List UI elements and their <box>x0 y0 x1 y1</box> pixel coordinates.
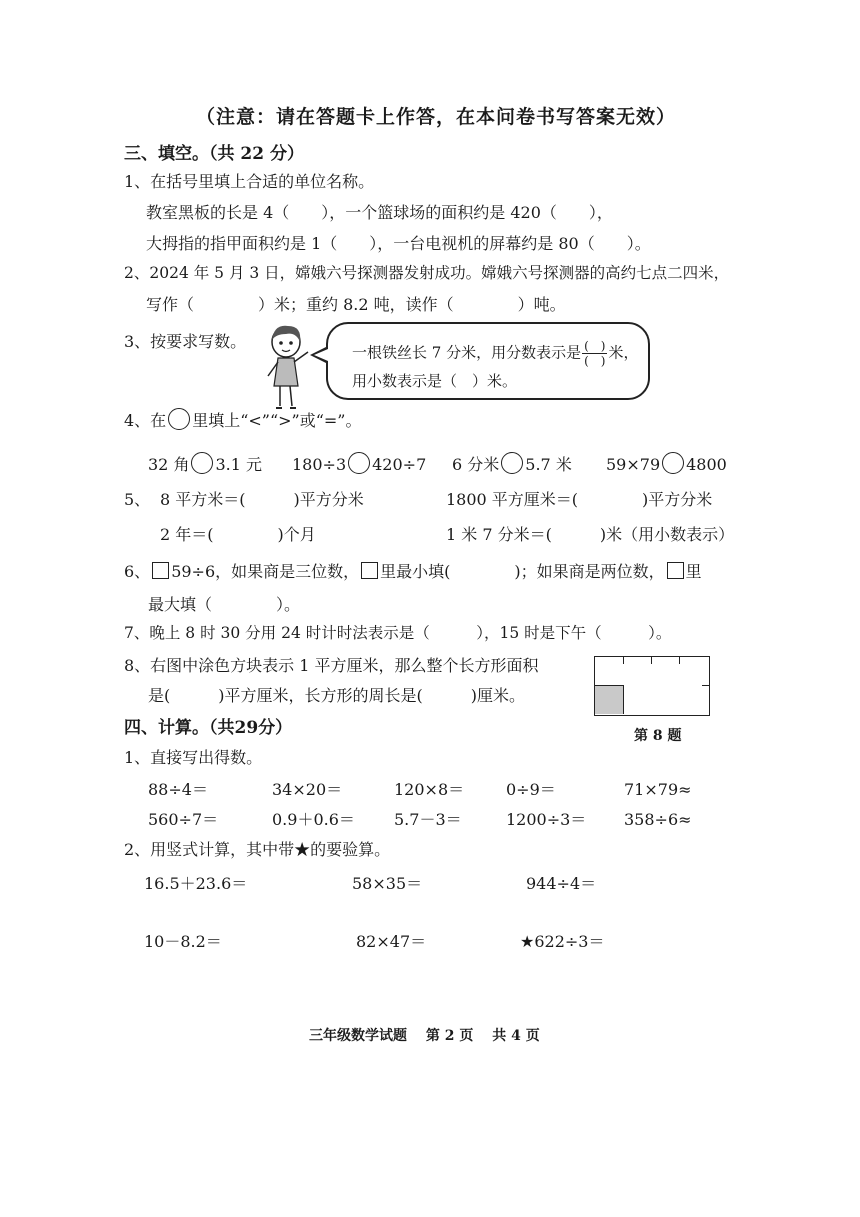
compare-circle-icon <box>501 452 523 474</box>
q6-line1 <box>124 562 702 581</box>
q4-item-1 <box>148 452 262 474</box>
bubble-line-2: 用小数表示是（ ）米。 <box>352 372 518 390</box>
compare-circle-icon <box>662 452 684 474</box>
q4-stem <box>124 408 362 430</box>
calc-item: 0.9＋0.6＝ <box>272 810 355 829</box>
blank-square-icon <box>667 562 684 579</box>
speech-bubble-tail-inner <box>314 349 328 361</box>
exam-notice: （注意：请在答题卡上作答，在本问卷书写答案无效） <box>196 106 677 128</box>
calc-item: 71×79≈ <box>624 780 692 799</box>
q4-item-1-right: 3.1 元 <box>215 455 262 474</box>
fraction-blank <box>582 340 607 367</box>
calc-item: 88÷4＝ <box>148 780 208 799</box>
section-3-title: 三、填空。（共 22 分） <box>124 144 304 164</box>
q4-item-2 <box>292 452 426 474</box>
section-4-title: 四、计算。（共29分） <box>124 718 293 738</box>
shaded-unit-square <box>595 685 624 714</box>
q8-rectangle-figure <box>594 656 710 716</box>
q4-item-3-left: 6 分米 <box>452 455 500 474</box>
q4-stem-b: 里填上“<”“>”或“=”。 <box>192 411 362 430</box>
calc-item: 358÷6≈ <box>624 810 692 829</box>
q1-line2: 大拇指的指甲面积约是 1（ ），一台电视机的屏幕约是 80（ ）。 <box>146 234 651 253</box>
q4-item-4-left: 59×79 <box>606 455 661 474</box>
compare-circle-icon <box>191 452 213 474</box>
q5-b: 1800 平方厘米＝( )平方分米 <box>446 490 713 509</box>
q3-stem: 3、按要求写数。 <box>124 332 247 351</box>
calc-item: 0÷9＝ <box>506 780 556 799</box>
q5-a: 8 平方米＝( )平方分米 <box>160 490 364 509</box>
vertical-calc-item: 16.5＋23.6＝ <box>144 874 248 893</box>
fraction-numerator: ( ) <box>584 339 606 353</box>
page-footer: 三年级数学试题 第 2 页 共 4 页 <box>309 1028 540 1044</box>
calc-item: 120×8＝ <box>394 780 465 799</box>
q6-line2: 最大填（ ）。 <box>148 595 301 614</box>
q4-stem-a: 4、在 <box>124 411 167 430</box>
q2-line1: 2、2024 年 5 月 3 日，嫦娥六号探测器发射成功。嫦娥六号探测器的高约七点二四米， <box>124 264 730 282</box>
q1-line1: 教室黑板的长是 4（ ），一个篮球场的面积约是 420（ ）， <box>146 203 613 222</box>
q6-line1-b: 59÷6，如果商是三位数， <box>171 562 360 581</box>
blank-square-icon <box>361 562 378 579</box>
q8-line1: 8、右图中涂色方块表示 1 平方厘米，那么整个长方形面积 <box>124 656 539 675</box>
q8-line2: 是( )平方厘米，长方形的周长是( )厘米。 <box>148 686 525 705</box>
q4-item-1-left: 32 角 <box>148 455 190 474</box>
q5-d: 1 米 7 分米＝( )米（用小数表示） <box>446 525 735 544</box>
tick-mark <box>651 657 652 664</box>
q6-line1-d: 里 <box>685 562 702 581</box>
q4-item-2-left: 180÷3 <box>292 455 347 474</box>
girl-illustration <box>260 322 316 412</box>
tick-mark <box>702 685 709 686</box>
s4-q1-stem: 1、直接写出得数。 <box>124 748 263 767</box>
q8-caption: 第 8 题 <box>634 728 682 744</box>
q7: 7、晚上 8 时 30 分用 24 时计时法表示是（ ），15 时是下午（ ）。 <box>124 624 672 642</box>
s4-q2-stem: 2、用竖式计算，其中带★的要验算。 <box>124 840 391 859</box>
bubble-line-1 <box>352 340 638 367</box>
q6-line1-c: 里最小填( )；如果商是两位数， <box>380 562 665 581</box>
q5-number: 5、 <box>124 490 151 509</box>
compare-circle-icon <box>348 452 370 474</box>
calc-item: 34×20＝ <box>272 780 343 799</box>
vertical-calc-item: 944÷4＝ <box>526 874 597 893</box>
q4-item-3-right: 5.7 米 <box>525 455 572 474</box>
calc-item: 5.7－3＝ <box>394 810 462 829</box>
bubble-line1-b: 米， <box>608 343 639 362</box>
tick-mark <box>679 657 680 664</box>
tick-mark <box>623 657 624 664</box>
q4-item-3 <box>452 452 572 474</box>
vertical-calc-item: ★622÷3＝ <box>520 932 605 951</box>
q2-line2: 写作（ ）米；重约 8.2 吨，读作（ ）吨。 <box>146 295 566 314</box>
vertical-calc-item: 82×47＝ <box>356 932 427 951</box>
compare-circle-icon <box>168 408 190 430</box>
bubble-line1-a: 一根铁丝长 7 分米，用分数表示是 <box>352 343 582 362</box>
calc-item: 1200÷3＝ <box>506 810 587 829</box>
calc-item: 560÷7＝ <box>148 810 219 829</box>
q5-c: 2 年＝( )个月 <box>160 525 316 544</box>
fraction-denominator: ( ) <box>584 354 606 368</box>
q4-item-2-right: 420÷7 <box>372 455 427 474</box>
blank-square-icon <box>152 562 169 579</box>
q1-stem: 1、在括号里填上合适的单位名称。 <box>124 172 375 191</box>
vertical-calc-item: 58×35＝ <box>352 874 423 893</box>
q6-line1-a: 6、 <box>124 562 151 581</box>
q4-item-4-right: 4800 <box>686 455 727 474</box>
q4-item-4 <box>606 452 727 474</box>
vertical-calc-item: 10－8.2＝ <box>144 932 222 951</box>
